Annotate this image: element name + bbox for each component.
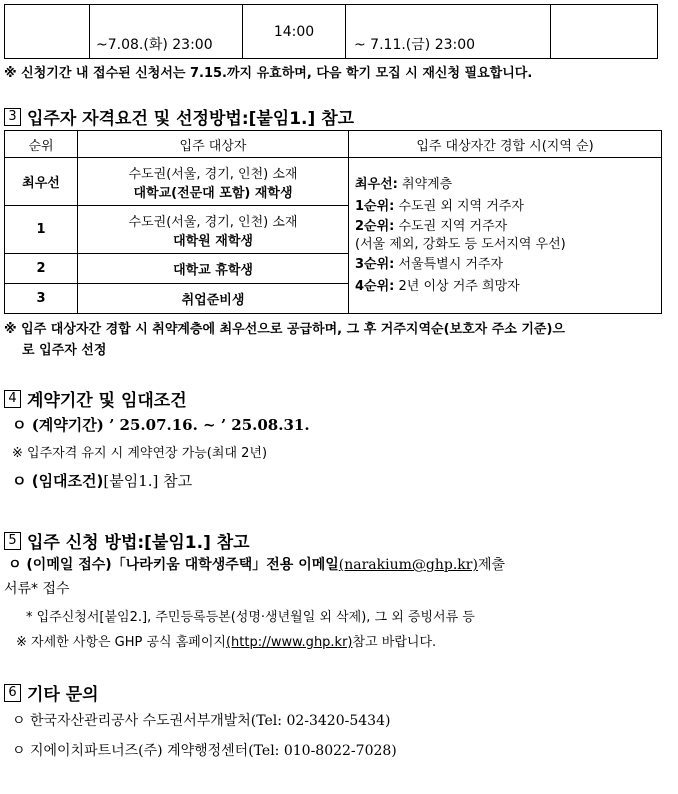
priority-cell xyxy=(349,158,662,314)
section-title: 입주자 자격요건 및 선정방법:[붙임1.] 참고 xyxy=(27,109,355,129)
table-header: 입주 대상자간 경합 시(지역 순) xyxy=(349,131,662,158)
priority-line: 최우선: 취약계층 xyxy=(355,176,453,192)
section-6-heading xyxy=(4,680,99,705)
priority-line: (서울 제외, 강화도 등 도서지역 우선) xyxy=(355,236,566,252)
section-title: 기타 문의 xyxy=(27,685,99,705)
section-number: 5 xyxy=(4,532,21,550)
rent-condition: ㅇ (임대조건)[붙임1.] 참고 xyxy=(12,472,193,490)
section-number: 6 xyxy=(4,684,21,702)
target-line: 수도권(서울, 경기, 인천) 소재 xyxy=(128,214,298,230)
validity-note: ※ 신청기간 내 접수된 신청서는 7.15.까지 유효하며, 다음 학기 모집 시 재신청 필요합니다. xyxy=(4,66,533,81)
contact-kamco: ㅇ 한국자산관리공사 수도권서부개발처(Tel: 02-3420-5434) xyxy=(12,713,391,729)
contact-ghpartners: ㅇ 지에이치파트너즈(주) 계약행정센터(Tel: 010-8022-7028) xyxy=(12,743,397,759)
section-4-heading xyxy=(4,386,187,411)
email-link[interactable]: (narakium@ghp.kr) xyxy=(338,557,478,573)
schedule-cell: ~7.08.(화) 23:00 xyxy=(90,5,243,59)
section-title: 입주 신청 방법:[붙임1.] 참고 xyxy=(27,533,250,553)
priority-line: 1순위: 수도권 외 지역 거주자 xyxy=(355,198,524,214)
section-number: 4 xyxy=(4,390,21,408)
target-cell xyxy=(78,158,349,206)
selection-note-cont: 로 입주자 선정 xyxy=(22,343,107,358)
priority-line: 4순위: 2년 이상 거주 희망자 xyxy=(355,278,520,294)
schedule-cell: ~ 7.11.(금) 23:00 xyxy=(346,5,551,59)
email-application: ㅇ (이메일 접수)「나라키움 대학생주택」전용 이메일(narakium@ghp.kr)제출 xyxy=(8,557,505,573)
contract-period: ㅇ (계약기간) ’ 25.07.16. ~ ’ 25.08.31. xyxy=(12,416,310,434)
target-cell: 대학교 휴학생 xyxy=(78,254,349,284)
schedule-table-fragment xyxy=(4,4,658,59)
homepage-link[interactable]: (http://www.ghp.kr) xyxy=(225,635,353,650)
section-title: 계약기간 및 임대조건 xyxy=(27,391,187,411)
schedule-cell xyxy=(551,5,658,59)
email-application-cont: 서류* 접수 xyxy=(4,581,70,597)
rank-cell: 2 xyxy=(5,254,78,284)
schedule-cell: 14:00 xyxy=(243,5,346,59)
priority-line: 3순위: 서울특별시 거주자 xyxy=(355,256,504,272)
homepage-note: ※ 자세한 사항은 GHP 공식 홈페이지(http://www.ghp.kr)참고 바랍니다. xyxy=(16,635,437,650)
target-line: 대학원 재학생 xyxy=(173,233,253,249)
section-number: 3 xyxy=(4,108,21,126)
target-cell: 취업준비생 xyxy=(78,284,349,314)
target-cell xyxy=(78,206,349,254)
extension-note: ※ 입주자격 유지 시 계약연장 가능(최대 2년) xyxy=(12,446,268,461)
eligibility-table xyxy=(4,130,662,314)
priority-line: 2순위: 수도권 지역 거주자 xyxy=(355,218,508,234)
section-3-heading xyxy=(4,104,354,129)
section-5-heading xyxy=(4,528,250,553)
required-docs: * 입주신청서[붙임2.], 주민등록등본(성명·생년월일 외 삭제), 그 외 증빙서류 등 xyxy=(26,610,475,625)
target-line: 수도권(서울, 경기, 인천) 소재 xyxy=(128,166,298,182)
rank-cell: 3 xyxy=(5,284,78,314)
target-line: 대학교(전문대 포함) 재학생 xyxy=(133,185,293,201)
selection-note: ※ 입주 대상자간 경합 시 취약계층에 최우선으로 공급하며, 그 후 거주지역순(보호자 주소 기준)으 xyxy=(4,322,565,337)
schedule-cell xyxy=(5,5,90,59)
table-header: 입주 대상자 xyxy=(78,131,349,158)
rank-cell: 1 xyxy=(5,206,78,254)
rank-cell: 최우선 xyxy=(5,158,78,206)
table-header: 순위 xyxy=(5,131,78,158)
